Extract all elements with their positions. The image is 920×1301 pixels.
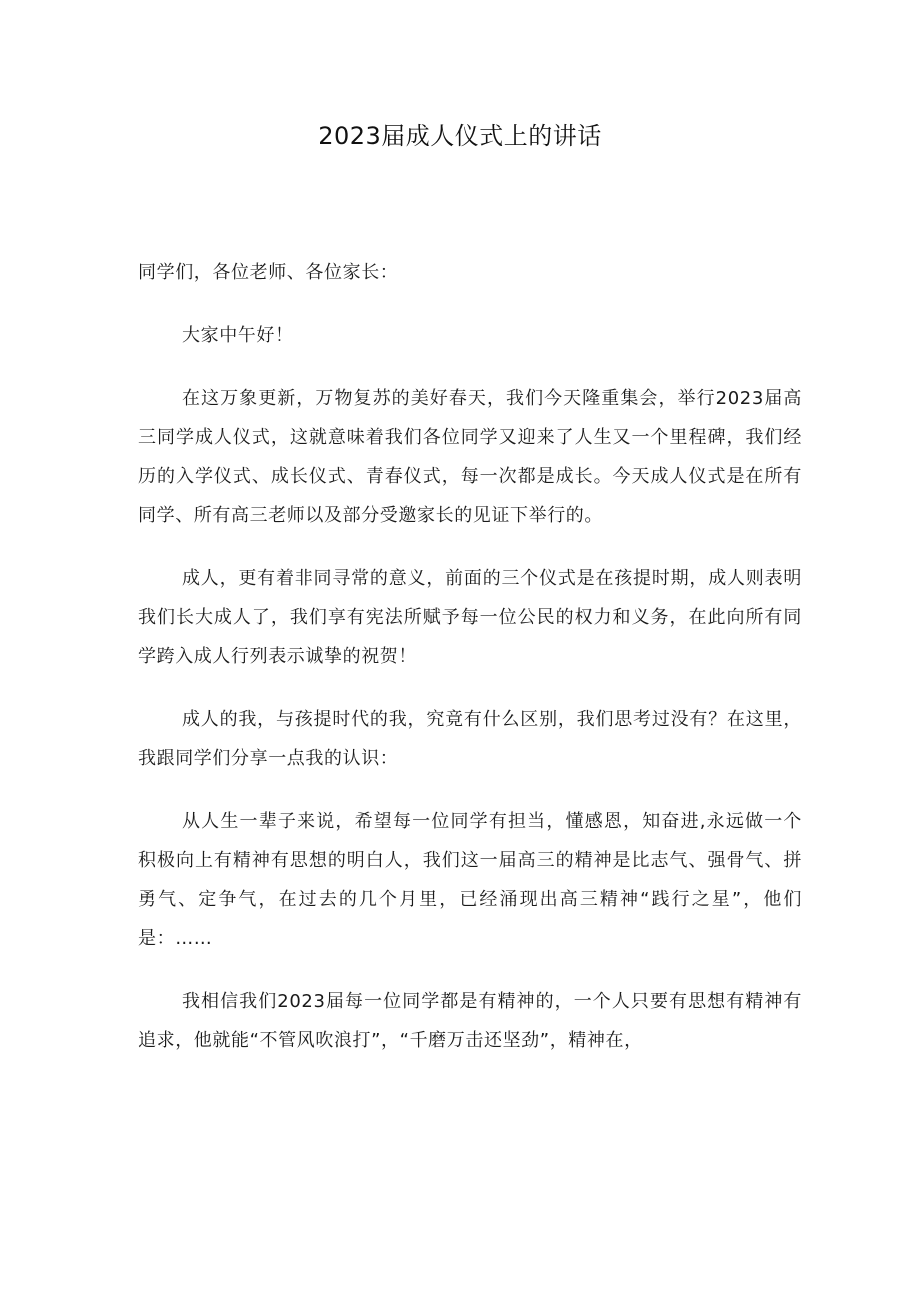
paragraph-greeting: 大家中午好！ xyxy=(182,325,294,346)
document-title: 2023届成人仪式上的讲话 xyxy=(318,122,602,150)
paragraph-5: 我相信我们2023届每一位同学都是有精神的，一个人只要有思想有精神有追求，他就能“不管风吹浪打”，“千磨万击还坚劲”，精神在， xyxy=(138,991,802,1051)
paragraph-2: 成人，更有着非同寻常的意义，前面的三个仪式是在孩提时期，成人则表明我们长大成人了，我们享有宪法所赋予每一位公民的权力和义务，在此向所有同学跨入成人行列表示诚挚的祝贺！ xyxy=(138,568,802,667)
document-body xyxy=(138,253,802,1084)
paragraph-3: 成人的我，与孩提时代的我，究竟有什么区别，我们思考过没有？在这里，我跟同学们分享一点我的认识： xyxy=(138,709,802,769)
paragraph-4: 从人生一辈子来说，希望每一位同学有担当，懂感恩，知奋进,永远做一个积极向上有精神有思想的明白人，我们这一届高三的精神是比志气、强骨气、拼勇气、定争气，在过去的几个月里，已经涌现出高三精神“践行之星”，他们是：…… xyxy=(138,811,802,949)
paragraph-1: 在这万象更新，万物复苏的美好春天，我们今天隆重集会，举行2023届高三同学成人仪式，这就意味着我们各位同学又迎来了人生又一个里程碑，我们经历的入学仪式、成长仪式、青春仪式，每一次都是成长。今天成人仪式是在所有同学、所有高三老师以及部分受邀家长的见证下举行的。 xyxy=(138,388,802,526)
salutation: 同学们，各位老师、各位家长： xyxy=(138,262,399,283)
